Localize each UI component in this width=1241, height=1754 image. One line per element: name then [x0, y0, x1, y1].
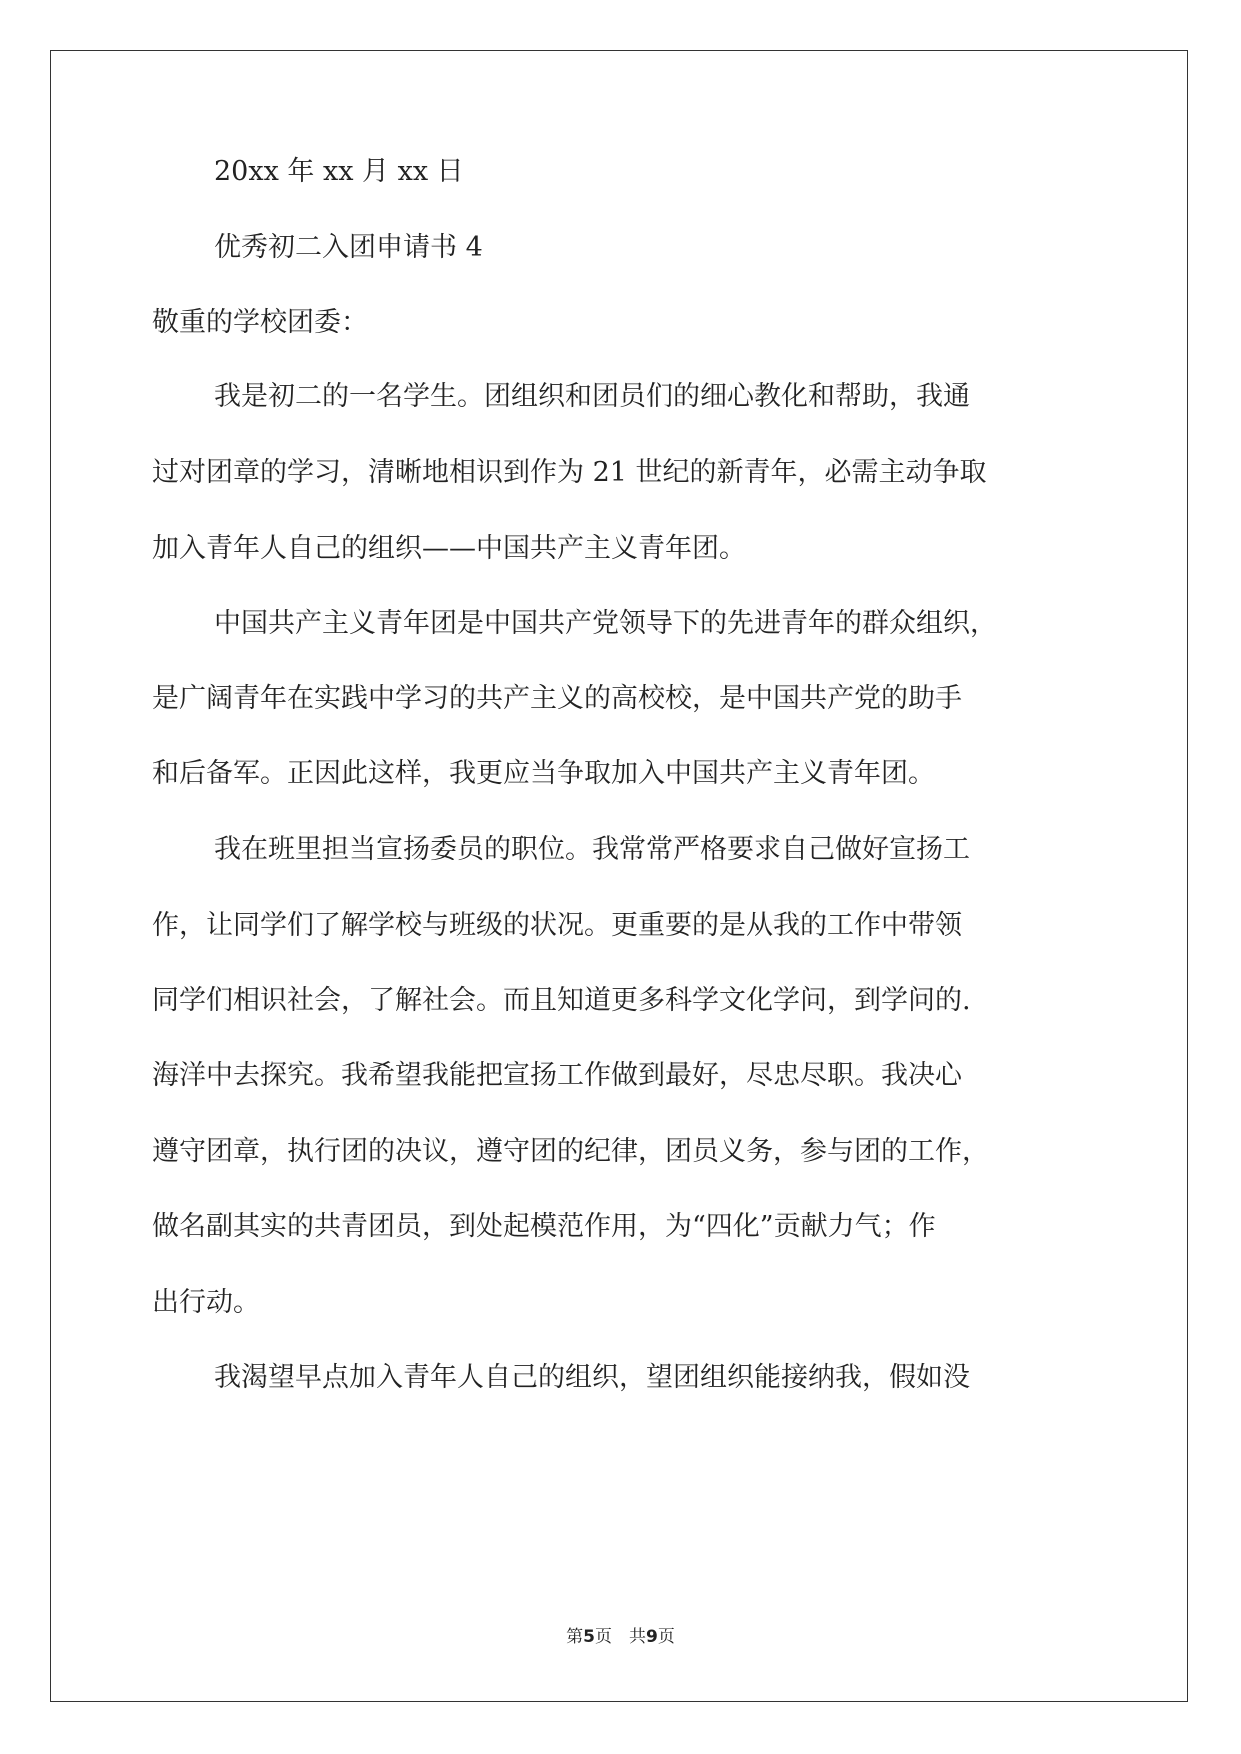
- body-line-6: 和后备军。正因此这样，我更应当争取加入中国共产主义青年团。: [152, 758, 935, 789]
- body-line-8: 作，让同学们了解学校与班级的状况。更重要的是从我的工作中带领: [152, 910, 962, 941]
- page-prefix: 第: [566, 1627, 584, 1647]
- page-footer: [0, 1622, 1241, 1647]
- body-line-11: 遵守团章，执行团的决议，遵守团的纪律，团员义务，参与团的工作，: [152, 1136, 989, 1167]
- page-suffix: 页: [657, 1627, 675, 1647]
- date-line: 20xx 年 xx 月 xx 日: [214, 156, 464, 187]
- body-line-13: 出行动。: [152, 1287, 260, 1318]
- body-line-3: 加入青年人自己的组织——中国共产主义青年团。: [152, 533, 746, 564]
- salutation: 敬重的学校团委：: [152, 307, 368, 338]
- section-title: 优秀初二入团申请书 4: [214, 232, 483, 263]
- body-line-2: 过对团章的学习，清晰地相识到作为 21 世纪的新青年，必需主动争取: [152, 457, 987, 488]
- body-line-14: 我渴望早点加入青年人自己的组织，望团组织能接纳我，假如没: [214, 1362, 970, 1393]
- page-border: [50, 50, 1188, 1702]
- body-line-5: 是广阔青年在实践中学习的共产主义的高校校，是中国共产党的助手: [152, 683, 962, 714]
- body-line-12: 做名副其实的共青团员，到处起模范作用，为“四化”贡献力气；作: [152, 1211, 936, 1242]
- page-mid: 页 共: [595, 1627, 646, 1647]
- body-line-10: 海洋中去探究。我希望我能把宣扬工作做到最好，尽忠尽职。我决心: [152, 1060, 962, 1091]
- body-line-1: 我是初二的一名学生。团组织和团员们的细心教化和帮助，我通: [214, 381, 970, 412]
- body-line-9: 同学们相识社会，了解社会。而且知道更多科学文化学问，到学问的.: [152, 985, 971, 1016]
- page-current: 5: [583, 1627, 595, 1647]
- body-line-4: 中国共产主义青年团是中国共产党领导下的先进青年的群众组织，: [214, 608, 997, 639]
- page-total: 9: [646, 1627, 658, 1647]
- body-line-7: 我在班里担当宣扬委员的职位。我常常严格要求自己做好宣扬工: [214, 834, 970, 865]
